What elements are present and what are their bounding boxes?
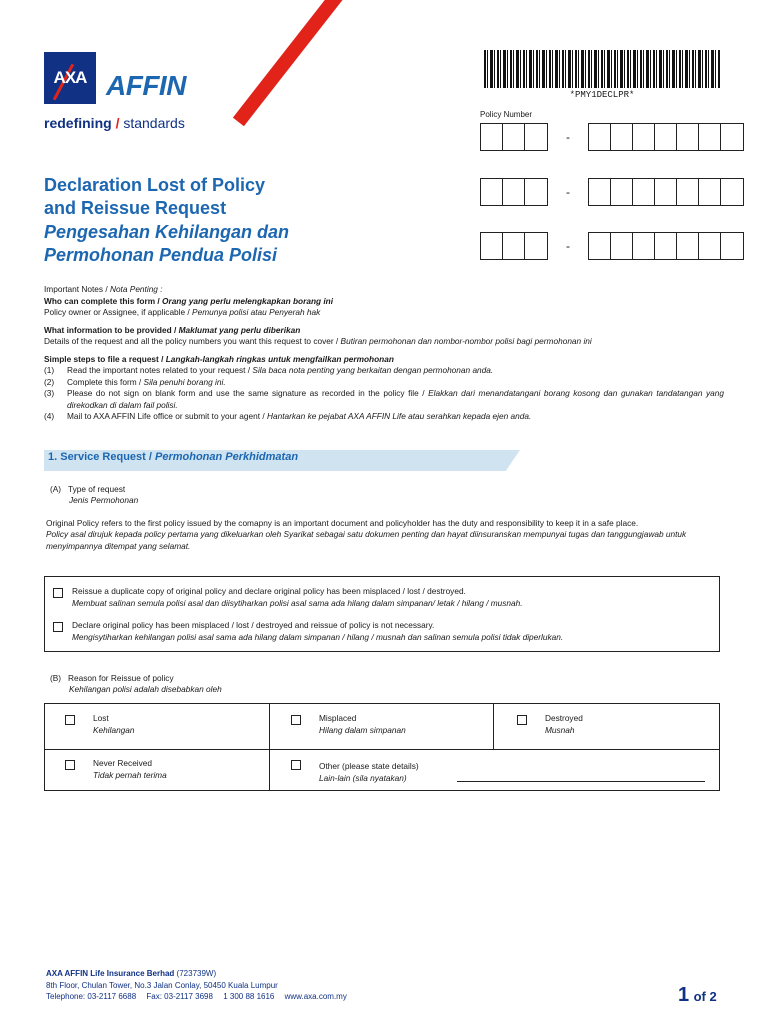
reason-label: (B) Reason for Reissue of policy Kehilangan polisi adalah disebabkan oleh <box>50 673 222 694</box>
decorative-red-stripe <box>233 0 367 126</box>
step-item: (3) Please do not sign on blank form and use the same signature as recorded in the policy file / Elakkan dari menandatangani borang kosong dan gunakan tandatangan yang direkodkan di dalam fail polisi. <box>44 388 724 410</box>
company-address: 8th Floor, Chulan Tower, No.3 Jalan Conlay, 50450 Kuala Lumpur <box>46 980 278 990</box>
company-name: AXA AFFIN Life Insurance Berhad <box>46 969 175 978</box>
form-title-english <box>44 174 265 220</box>
step-item: (4) Mail to AXA AFFIN Life office or submit to your agent / Hantarkan ke pejabat AXA AFFIN Life atau serahkan kepada ejen anda. <box>44 411 532 421</box>
original-policy-note <box>46 518 724 552</box>
type-of-request-label: (A) Type of request Jenis Permohonan <box>50 484 139 505</box>
policy-prefix-cells[interactable] <box>480 123 548 151</box>
who-detail: Policy owner or Assignee, if applicable / <box>44 307 193 317</box>
hotline: 1 300 88 1616 <box>223 992 275 1001</box>
tagline-slash: / <box>115 115 120 131</box>
notes-heading: Important Notes / <box>44 284 110 294</box>
reason-other: Other (please state details) Lain-lain (sila nyatakan) <box>291 758 419 784</box>
reissue-checkbox[interactable] <box>53 588 63 598</box>
who-heading-bm: Orang yang perlu melengkapkan borang ini <box>162 295 334 306</box>
tagline <box>44 115 185 131</box>
title-line: Pengesahan Kehilangan dan <box>44 222 290 242</box>
reason-misplaced: Misplaced Hilang dalam simpanan <box>291 713 406 736</box>
who-heading: Who can complete this form / <box>44 295 163 306</box>
reason-destroyed: Destroyed Musnah <box>517 713 583 736</box>
fax: Fax: 03-2117 3698 <box>146 992 213 1001</box>
what-heading-bm: Maklumat yang perlu diberikan <box>178 324 301 335</box>
page-current: 1 <box>678 984 690 1006</box>
policy-number-row <box>480 232 744 260</box>
who-detail-bm: Pemunya polisi atau Penyerah hak <box>192 307 321 317</box>
declare-lost-checkbox[interactable] <box>53 622 63 632</box>
steps-heading-bm: Langkah-langkah ringkas untuk mengfailkan permohonan <box>165 353 394 364</box>
what-detail: Details of the request and all the policy numbers you want this request to cover / <box>44 336 341 346</box>
form-title-malay <box>44 221 289 267</box>
other-checkbox[interactable] <box>291 760 301 770</box>
axa-logo-text: AXA <box>53 68 87 87</box>
policy-number-cells[interactable] <box>588 123 744 151</box>
notes-heading-bm: Nota Penting : <box>109 284 163 294</box>
company-reg: (723739W) <box>174 969 217 978</box>
barcode <box>484 50 720 88</box>
request-option: Declare original policy has been misplaced / lost / destroyed and reissue of policy is not necessary. Mengisytiharkan kehilangan polisi asal sama ada hilang dalam simpanan / hilang / musnah dan salinan semula polisi tidak diperlukan. <box>53 620 563 643</box>
original-policy-en: Original Policy refers to the first policy issued by the comapny is an important document and policyholder has the duty and responsibility to keep it in a safe place. <box>46 518 639 528</box>
policy-dash: - <box>566 239 570 253</box>
request-option: Reissue a duplicate copy of original policy and declare original policy has been misplaced / lost / destroyed. Membuat salinan semula polisi asal dan diisytiharkan polisi asal sama ada hilang dalam simpanan/ letak / hilang / musnah. <box>53 586 523 609</box>
important-notes <box>44 284 724 423</box>
policy-number-label: Policy Number <box>480 110 533 119</box>
policy-prefix-cells[interactable] <box>480 178 548 206</box>
misplaced-checkbox[interactable] <box>291 715 301 725</box>
title-line: Declaration Lost of Policy <box>44 175 266 195</box>
policy-number-row <box>480 178 744 206</box>
lost-checkbox[interactable] <box>65 715 75 725</box>
reason-lost: Lost Kehilangan <box>65 713 135 736</box>
footer <box>46 968 355 1003</box>
never-received-checkbox[interactable] <box>65 760 75 770</box>
step-item: (1) Read the important notes related to your request / Sila baca nota penting yang berkaitan dengan permohonan anda. <box>44 365 494 375</box>
policy-number-row <box>480 123 744 151</box>
steps-list <box>44 365 724 423</box>
policy-dash: - <box>566 185 570 199</box>
reason-table <box>44 703 720 791</box>
what-heading: What information to be provided / <box>44 324 179 335</box>
policy-dash: - <box>566 130 570 144</box>
policy-number-cells[interactable] <box>588 178 744 206</box>
page-total: of 2 <box>693 989 717 1004</box>
what-detail-bm: Butiran permohonan dan nombor-nombor polisi bagi permohonan ini <box>340 336 592 346</box>
destroyed-checkbox[interactable] <box>517 715 527 725</box>
telephone: Telephone: 03-2117 6688 <box>46 992 137 1001</box>
original-policy-bm: Policy asal dirujuk kepada policy pertama yang dikeluarkan oleh Syarikat sebagai satu dokumen penting dan hayat diinsuranskan mempunyai tugas dan tanggungjawab untuk menyimpannya ditempat yang selamat. <box>46 529 687 551</box>
title-line: and Reissue Request <box>44 198 227 218</box>
website-link[interactable]: www.axa.com.my <box>284 992 347 1001</box>
barcode-code: *PMY1DECLPR* <box>569 90 635 100</box>
reason-never-received: Never Received Tidak pernah terima <box>65 758 167 781</box>
step-item: (2) Complete this form / Sila penuhi borang ini. <box>44 376 226 387</box>
tagline-rest: standards <box>123 115 185 131</box>
page-number <box>678 984 717 1007</box>
request-options-box <box>44 576 720 652</box>
other-details-line[interactable] <box>457 781 705 782</box>
affin-logo-text: AFFIN <box>106 70 186 101</box>
tagline-bold: redefining <box>44 115 112 131</box>
steps-heading: Simple steps to file a request / <box>44 353 166 364</box>
policy-prefix-cells[interactable] <box>480 232 548 260</box>
policy-number-cells[interactable] <box>588 232 744 260</box>
section-1-title: 1. Service Request / Permohonan Perkhidmatan <box>48 451 299 463</box>
title-line: Permohonan Pendua Polisi <box>44 245 278 265</box>
